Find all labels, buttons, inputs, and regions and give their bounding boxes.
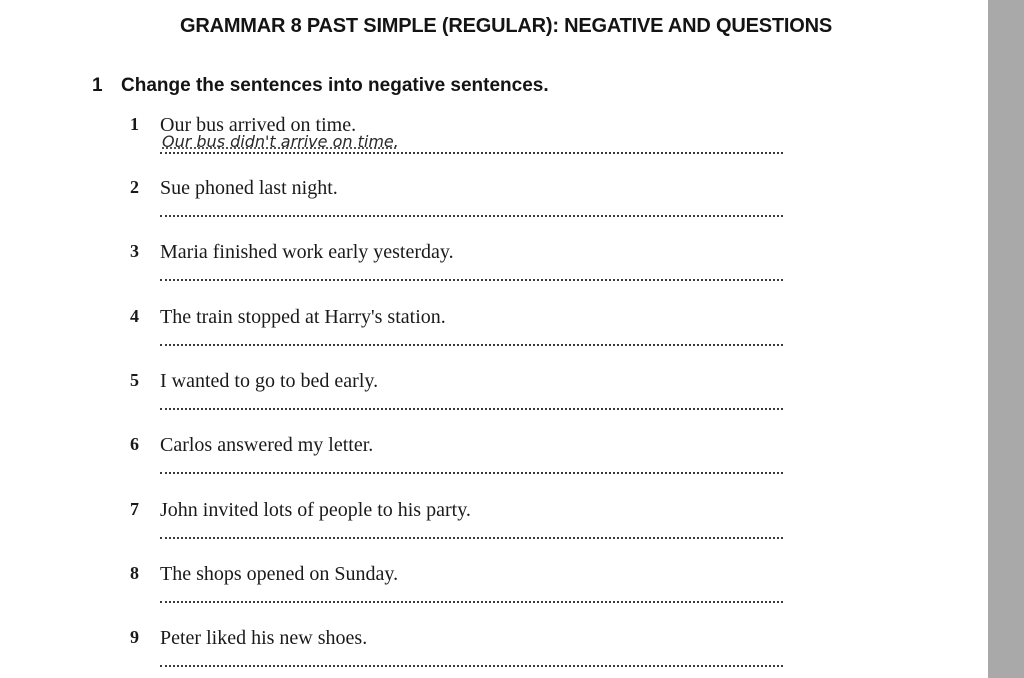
item-number: 6 (130, 434, 139, 454)
item-sentence: The train stopped at Harry's station. (160, 306, 446, 328)
answer-line[interactable] (160, 344, 783, 346)
answer-line[interactable] (160, 472, 783, 474)
item-number: 1 (130, 114, 139, 134)
item-sentence: John invited lots of people to his party. (160, 499, 471, 521)
exercise-item-9 (0, 627, 988, 678)
item-number: 3 (130, 241, 139, 261)
item-sentence: Peter liked his new shoes. (160, 627, 368, 649)
exercise-item-7 (0, 499, 988, 563)
answer-line[interactable] (160, 601, 783, 603)
page-edge-margin (988, 0, 1024, 678)
exercise-item-8 (0, 563, 988, 627)
answer-line[interactable] (160, 408, 783, 410)
exercise-number: 1 (92, 75, 103, 96)
item-number: 5 (130, 370, 139, 390)
exercise-item-4 (0, 306, 988, 370)
item-answer-handwritten: Our bus didn't arrive on time. (162, 132, 399, 151)
answer-line[interactable] (160, 152, 783, 154)
item-sentence: Our bus arrived on time. (160, 114, 357, 136)
item-sentence: Sue phoned last night. (160, 177, 338, 199)
item-sentence: I wanted to go to bed early. (160, 370, 379, 392)
item-sentence: The shops opened on Sunday. (160, 563, 399, 585)
exercise-item-3 (0, 241, 988, 305)
exercise-item-6 (0, 434, 988, 498)
item-number: 8 (130, 563, 139, 583)
exercise-item-5 (0, 370, 988, 434)
item-sentence: Carlos answered my letter. (160, 434, 374, 456)
item-number: 7 (130, 499, 139, 519)
answer-line[interactable] (160, 665, 783, 667)
item-number: 2 (130, 177, 139, 197)
answer-line[interactable] (160, 215, 783, 217)
item-sentence: Maria finished work early yesterday. (160, 241, 454, 263)
worksheet-title: GRAMMAR 8 PAST SIMPLE (REGULAR): NEGATIVE AND QUESTIONS (180, 15, 832, 37)
answer-line[interactable] (160, 537, 783, 539)
exercise-item-2 (0, 177, 988, 241)
exercise-instruction: Change the sentences into negative sentences. (121, 75, 549, 96)
exercise-item-1 (0, 114, 988, 178)
item-number: 4 (130, 306, 139, 326)
answer-line[interactable] (160, 279, 783, 281)
item-number: 9 (130, 627, 139, 647)
